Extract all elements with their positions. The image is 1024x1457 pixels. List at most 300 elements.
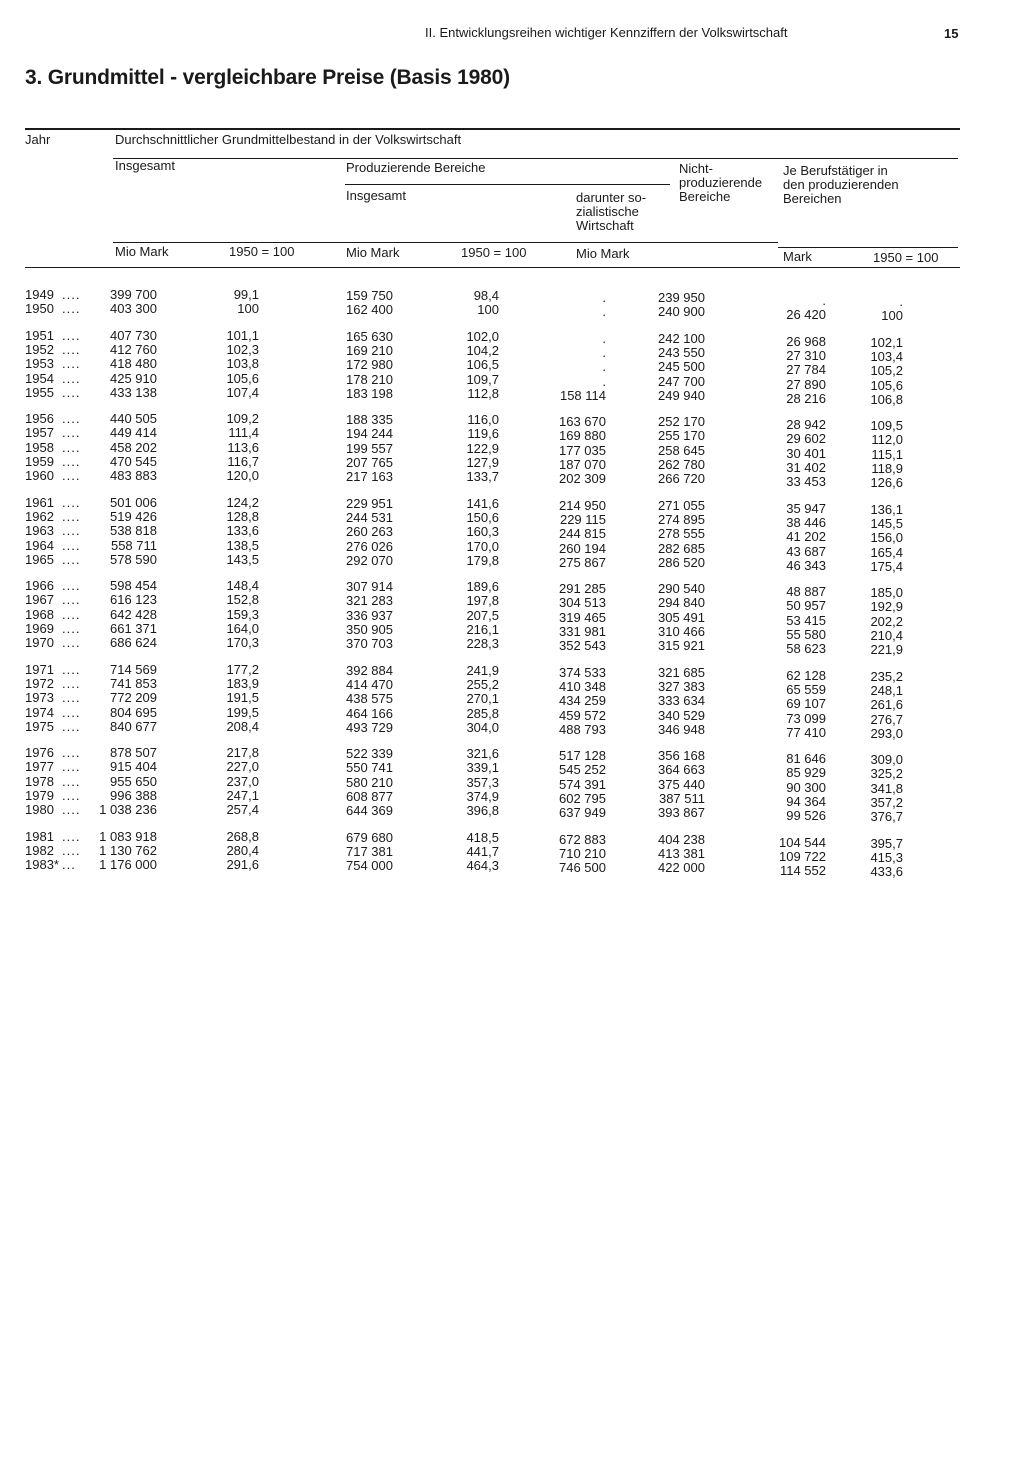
cell-insgesamt-mio-mark: 412 760 [110, 341, 157, 357]
cell-je-berufstaetiger-index: 357,2 [870, 795, 903, 810]
cell-year: 1973 [25, 690, 54, 706]
cell-je-berufstaetiger-mark: 33 453 [786, 474, 826, 490]
cell-nichtproduzierende: 321 685 [658, 664, 705, 680]
cell-year: 1974 [25, 704, 54, 720]
leader-dots: .... [62, 468, 81, 484]
cell-je-berufstaetiger-mark: 77 410 [786, 724, 826, 740]
cell-produzierende-index: 116,0 [467, 412, 499, 428]
cell-year: 1969 [25, 621, 54, 636]
cell-produzierende-index: 127,9 [466, 455, 499, 470]
cell-year: 1980 [25, 802, 54, 818]
cell-sozialistisch-mio-mark: 672 883 [559, 831, 606, 847]
cell-insgesamt-mio-mark: 686 624 [110, 635, 157, 651]
cell-je-berufstaetiger-mark: 27 784 [786, 362, 826, 378]
cell-produzierende-mio-mark: 414 470 [346, 676, 393, 692]
leader-dots: .... [62, 621, 81, 636]
cell-produzierende-mio-mark: 244 531 [346, 509, 393, 525]
cell-year: 1952 [25, 341, 54, 357]
leader-dots: .... [62, 494, 81, 510]
cell-je-berufstaetiger-index: 136,1 [870, 501, 903, 517]
cell-sozialistisch-mio-mark: . [602, 359, 606, 375]
cell-insgesamt-mio-mark: 772 209 [110, 690, 157, 706]
cell-insgesamt-mio-mark: 1 130 762 [99, 842, 157, 858]
cell-year: 1957 [25, 425, 54, 441]
cell-sozialistisch-mio-mark: 275 867 [559, 554, 606, 570]
cell-insgesamt-index: 247,1 [226, 788, 259, 803]
cell-year: 1978 [25, 773, 54, 789]
leader-dots: .... [62, 411, 81, 427]
leader-dots: .... [62, 439, 81, 455]
leader-dots: .... [62, 592, 81, 608]
cell-je-berufstaetiger-mark: 35 947 [786, 500, 826, 516]
cell-produzierende-mio-mark: 350 905 [346, 622, 393, 637]
cell-je-berufstaetiger-mark: 48 887 [786, 584, 826, 600]
cell-year: 1951 [25, 327, 54, 343]
leader-dots: .... [62, 508, 81, 524]
cell-insgesamt-mio-mark: 661 371 [110, 621, 157, 636]
cell-produzierende-index: 112,8 [467, 385, 499, 401]
cell-je-berufstaetiger-index: 221,9 [870, 642, 903, 658]
cell-insgesamt-index: 280,4 [226, 842, 259, 858]
leader-dots: .... [62, 523, 81, 539]
cell-produzierende-mio-mark: 522 339 [346, 746, 393, 762]
cell-year: 1949 [25, 287, 54, 302]
cell-je-berufstaetiger-mark: 30 401 [786, 445, 826, 461]
cell-sozialistisch-mio-mark: 158 114 [559, 387, 606, 403]
cell-sozialistisch-mio-mark: 177 035 [559, 442, 606, 458]
cell-produzierende-index: 141,6 [466, 495, 499, 511]
cell-je-berufstaetiger-index: 165,4 [870, 544, 903, 560]
cell-insgesamt-mio-mark: 741 853 [110, 675, 157, 691]
cell-year: 1954 [25, 370, 54, 386]
cell-je-berufstaetiger-index: 145,5 [870, 515, 903, 531]
cell-year: 1963 [25, 523, 54, 539]
cell-sozialistisch-mio-mark: 434 259 [559, 693, 606, 709]
cell-year: 1982 [25, 842, 54, 858]
cell-year: 1970 [25, 635, 54, 651]
cell-sozialistisch-mio-mark: 746 500 [559, 860, 606, 876]
cell-je-berufstaetiger-index: 293,0 [870, 725, 903, 741]
cell-insgesamt-index: 116,7 [227, 454, 259, 469]
cell-insgesamt-mio-mark: 449 414 [110, 425, 157, 441]
cell-year: 1968 [25, 606, 54, 622]
header-je-berufstaetiger: Je Berufstätiger in den produzierenden Bereichen [783, 163, 899, 206]
cell-nichtproduzierende: 255 170 [658, 428, 705, 444]
cell-sozialistisch-mio-mark: . [602, 344, 606, 360]
leader-dots: .... [62, 661, 81, 677]
cell-je-berufstaetiger-mark: 114 552 [779, 863, 826, 879]
cell-year: 1958 [25, 439, 54, 455]
cell-produzierende-mio-mark: 165 630 [346, 328, 393, 344]
cell-je-berufstaetiger-mark: 81 646 [786, 751, 826, 767]
cell-year: 1953 [25, 356, 54, 372]
leader-dots: .... [62, 341, 81, 357]
cell-produzierende-index: 207,5 [466, 607, 499, 623]
cell-insgesamt-mio-mark: 501 006 [110, 494, 157, 510]
cell-year: 1961 [25, 494, 54, 510]
leader-dots: ... [62, 857, 76, 873]
cell-insgesamt-index: 143,5 [226, 551, 259, 567]
cell-insgesamt-mio-mark: 955 650 [110, 773, 157, 789]
unit-mio-mark-sozialistisch: Mio Mark [576, 246, 630, 261]
cell-produzierende-index: 102,0 [466, 328, 499, 344]
cell-produzierende-index: 339,1 [466, 760, 499, 776]
cell-je-berufstaetiger-mark: 85 929 [786, 765, 826, 781]
cell-insgesamt-index: 128,8 [226, 508, 259, 524]
cell-insgesamt-mio-mark: 840 677 [110, 718, 157, 734]
cell-produzierende-index: 304,0 [466, 719, 499, 735]
cell-produzierende-index: 109,7 [466, 371, 499, 387]
cell-insgesamt-mio-mark: 558 711 [110, 537, 157, 553]
cell-year: 1962 [25, 508, 54, 524]
cell-insgesamt-mio-mark: 483 883 [110, 468, 157, 484]
cell-sozialistisch-mio-mark: 319 465 [559, 609, 606, 625]
cell-produzierende-index: 122,9 [466, 440, 499, 456]
cell-insgesamt-mio-mark: 1 083 918 [99, 828, 157, 844]
cell-insgesamt-index: 138,5 [226, 537, 259, 553]
cell-je-berufstaetiger-mark: 99 526 [786, 808, 826, 824]
cell-produzierende-mio-mark: 464 166 [346, 705, 393, 721]
leader-dots: .... [62, 802, 81, 818]
cell-produzierende-mio-mark: 644 369 [346, 803, 393, 819]
cell-sozialistisch-mio-mark: . [602, 330, 606, 346]
cell-produzierende-mio-mark: 493 729 [346, 719, 393, 735]
leader-dots: .... [62, 773, 81, 789]
cell-produzierende-mio-mark: 229 951 [346, 495, 393, 511]
cell-nichtproduzierende: 278 555 [658, 526, 705, 542]
cell-je-berufstaetiger-mark: 31 402 [786, 460, 826, 475]
cell-je-berufstaetiger-index: 112,0 [871, 432, 903, 448]
cell-je-berufstaetiger-index: 415,3 [870, 849, 903, 865]
cell-produzierende-index: 179,8 [466, 552, 499, 568]
cell-produzierende-index: 321,6 [466, 746, 499, 762]
leader-dots: .... [62, 551, 81, 567]
cell-produzierende-mio-mark: 276 026 [346, 538, 393, 554]
cell-sozialistisch-mio-mark: 260 194 [559, 540, 606, 556]
cell-sozialistisch-mio-mark: 163 670 [559, 414, 606, 430]
cell-sozialistisch-mio-mark: . [602, 373, 606, 389]
cell-nichtproduzierende: 240 900 [658, 304, 705, 320]
cell-nichtproduzierende: 258 645 [658, 442, 705, 458]
cell-year: 1950 [25, 301, 54, 317]
cell-produzierende-mio-mark: 550 741 [346, 760, 393, 776]
cell-je-berufstaetiger-mark: 43 687 [786, 543, 826, 559]
cell-produzierende-mio-mark: 260 263 [346, 524, 393, 540]
cell-produzierende-index: 241,9 [466, 662, 499, 678]
cell-insgesamt-mio-mark: 440 505 [110, 411, 157, 427]
cell-sozialistisch-mio-mark: 545 252 [559, 762, 606, 778]
cell-produzierende-mio-mark: 159 750 [346, 288, 393, 303]
cell-produzierende-index: 255,2 [466, 676, 499, 692]
cell-produzierende-index: 216,1 [466, 622, 499, 637]
header-produzierende: Produzierende Bereiche [346, 160, 486, 175]
cell-nichtproduzierende: 282 685 [658, 540, 705, 556]
cell-nichtproduzierende: 375 440 [658, 776, 705, 792]
leader-dots: .... [62, 675, 81, 691]
cell-insgesamt-index: 257,4 [226, 802, 259, 818]
table-title: 3. Grundmittel - vergleichbare Preise (Basis 1980) [25, 66, 510, 89]
cell-je-berufstaetiger-index: 175,4 [870, 558, 903, 574]
cell-je-berufstaetiger-index: 115,1 [871, 446, 903, 462]
cell-insgesamt-mio-mark: 714 569 [110, 661, 157, 677]
cell-nichtproduzierende: 356 168 [658, 748, 705, 764]
cell-produzierende-index: 396,8 [466, 803, 499, 819]
cell-nichtproduzierende: 271 055 [658, 497, 705, 513]
unit-mio-mark-produzierende: Mio Mark [346, 245, 400, 260]
leader-dots: .... [62, 745, 81, 761]
cell-je-berufstaetiger-mark: 29 602 [786, 431, 826, 447]
cell-produzierende-index: 160,3 [466, 524, 499, 540]
cell-insgesamt-mio-mark: 399 700 [110, 287, 157, 302]
cell-year: 1975 [25, 718, 54, 734]
cell-nichtproduzierende: 364 663 [658, 762, 705, 778]
leader-dots: .... [62, 578, 81, 594]
cell-year: 1959 [25, 454, 54, 469]
cell-nichtproduzierende: 266 720 [658, 471, 705, 487]
cell-insgesamt-mio-mark: 538 818 [110, 523, 157, 539]
header-prod-insgesamt: Insgesamt [346, 188, 406, 203]
cell-nichtproduzierende: 252 170 [658, 414, 705, 430]
leader-dots: .... [62, 537, 81, 553]
cell-je-berufstaetiger-mark: 69 107 [786, 696, 826, 712]
cell-produzierende-index: 100 [477, 302, 499, 318]
cell-produzierende-index: 150,6 [466, 509, 499, 525]
cell-nichtproduzierende: 247 700 [658, 373, 705, 389]
cell-insgesamt-index: 177,2 [226, 661, 259, 677]
cell-insgesamt-mio-mark: 519 426 [110, 508, 157, 524]
cell-sozialistisch-mio-mark: 488 793 [559, 721, 606, 737]
cell-produzierende-mio-mark: 580 210 [346, 774, 393, 790]
cell-insgesamt-index: 103,8 [226, 356, 259, 372]
cell-insgesamt-index: 124,2 [226, 494, 259, 510]
cell-nichtproduzierende: 290 540 [658, 581, 705, 597]
cell-je-berufstaetiger-mark: 26 420 [786, 307, 826, 323]
cell-produzierende-index: 133,7 [466, 469, 499, 485]
cell-insgesamt-index: 148,4 [226, 578, 259, 594]
cell-produzierende-index: 104,2 [466, 342, 499, 358]
cell-insgesamt-index: 227,0 [226, 759, 259, 775]
cell-insgesamt-index: 208,4 [226, 718, 259, 734]
cell-insgesamt-mio-mark: 616 123 [110, 592, 157, 608]
leader-dots: .... [62, 454, 81, 469]
cell-insgesamt-index: 113,6 [227, 439, 259, 455]
cell-je-berufstaetiger-index: 100 [881, 308, 903, 324]
cell-insgesamt-index: 237,0 [226, 773, 259, 789]
leader-dots: .... [62, 690, 81, 706]
cell-insgesamt-mio-mark: 470 545 [110, 454, 157, 469]
cell-insgesamt-mio-mark: 804 695 [110, 704, 157, 720]
cell-insgesamt-mio-mark: 1 038 236 [99, 802, 157, 818]
cell-year: 1976 [25, 745, 54, 761]
cell-produzierende-mio-mark: 172 980 [346, 357, 393, 373]
cell-insgesamt-index: 99,1 [233, 287, 259, 302]
leader-dots: .... [62, 370, 81, 386]
cell-je-berufstaetiger-mark: 90 300 [786, 779, 826, 795]
running-header: II. Entwicklungsreihen wichtiger Kennziffern der Volkswirtschaft [425, 25, 788, 40]
cell-je-berufstaetiger-index: 105,2 [870, 363, 903, 379]
cell-sozialistisch-mio-mark: 410 348 [559, 678, 606, 694]
cell-je-berufstaetiger-mark: 27 310 [786, 347, 826, 363]
cell-sozialistisch-mio-mark: 214 950 [559, 497, 606, 513]
cell-produzierende-mio-mark: 188 335 [346, 412, 393, 428]
cell-nichtproduzierende: 249 940 [658, 387, 705, 403]
cell-produzierende-mio-mark: 178 210 [346, 371, 393, 387]
cell-insgesamt-index: 291,6 [226, 857, 259, 873]
unit-mark: Mark [783, 249, 812, 264]
cell-insgesamt-index: 183,9 [226, 675, 259, 691]
cell-je-berufstaetiger-mark: 28 942 [786, 417, 826, 433]
cell-je-berufstaetiger-mark: 26 968 [786, 333, 826, 349]
cell-sozialistisch-mio-mark: 202 309 [559, 471, 606, 487]
cell-year: 1972 [25, 675, 54, 691]
leader-dots: .... [62, 384, 81, 400]
cell-sozialistisch-mio-mark: 229 115 [559, 511, 606, 527]
cell-nichtproduzierende: 286 520 [658, 554, 705, 570]
cell-year: 1977 [25, 759, 54, 775]
cell-insgesamt-mio-mark: 878 507 [110, 745, 157, 761]
cell-year: 1964 [25, 537, 54, 553]
cell-produzierende-mio-mark: 162 400 [346, 302, 393, 318]
cell-produzierende-mio-mark: 207 765 [346, 455, 393, 470]
cell-produzierende-index: 197,8 [466, 593, 499, 609]
cell-insgesamt-mio-mark: 996 388 [110, 788, 157, 803]
cell-je-berufstaetiger-index: 103,4 [870, 348, 903, 364]
leader-dots: .... [62, 718, 81, 734]
header-insgesamt: Insgesamt [115, 158, 175, 173]
cell-insgesamt-index: 133,6 [226, 523, 259, 539]
cell-sozialistisch-mio-mark: 637 949 [559, 805, 606, 821]
cell-je-berufstaetiger-mark: 38 446 [786, 514, 826, 530]
cell-sozialistisch-mio-mark: 331 981 [559, 624, 606, 639]
cell-sozialistisch-mio-mark: 574 391 [559, 776, 606, 792]
leader-dots: .... [62, 788, 81, 803]
cell-nichtproduzierende: 310 466 [658, 624, 705, 639]
cell-je-berufstaetiger-mark: 65 559 [786, 681, 826, 697]
cell-insgesamt-mio-mark: 1 176 000 [99, 857, 157, 873]
cell-nichtproduzierende: 245 500 [658, 359, 705, 375]
cell-year: 1956 [25, 411, 54, 427]
cell-produzierende-mio-mark: 717 381 [346, 843, 393, 859]
cell-nichtproduzierende: 274 895 [658, 511, 705, 527]
cell-produzierende-mio-mark: 438 575 [346, 691, 393, 707]
cell-insgesamt-mio-mark: 425 910 [110, 370, 157, 386]
cell-insgesamt-mio-mark: 433 138 [110, 384, 157, 400]
cell-produzierende-mio-mark: 392 884 [346, 662, 393, 678]
cell-je-berufstaetiger-index: 309,0 [870, 752, 903, 768]
cell-je-berufstaetiger-index: 341,8 [870, 780, 903, 796]
cell-insgesamt-index: 109,2 [226, 411, 259, 427]
cell-nichtproduzierende: 239 950 [658, 290, 705, 305]
cell-je-berufstaetiger-index: 261,6 [870, 697, 903, 713]
cell-year: 1979 [25, 788, 54, 803]
leader-dots: .... [62, 759, 81, 775]
cell-produzierende-mio-mark: 183 198 [346, 385, 393, 401]
cell-nichtproduzierende: 404 238 [658, 831, 705, 847]
cell-insgesamt-mio-mark: 598 454 [110, 578, 157, 594]
leader-dots: .... [62, 828, 81, 844]
unit-index-produzierende: 1950 = 100 [461, 245, 527, 260]
cell-nichtproduzierende: 413 381 [658, 845, 705, 861]
cell-je-berufstaetiger-index: 118,9 [871, 461, 903, 476]
cell-je-berufstaetiger-index: 248,1 [870, 682, 903, 698]
cell-insgesamt-mio-mark: 418 480 [110, 356, 157, 372]
unit-mio-mark-insgesamt: Mio Mark [115, 244, 169, 259]
cell-year: 1966 [25, 578, 54, 594]
cell-produzierende-mio-mark: 199 557 [346, 440, 393, 456]
cell-je-berufstaetiger-mark: 109 722 [779, 848, 826, 864]
cell-sozialistisch-mio-mark: 374 533 [559, 664, 606, 680]
cell-produzierende-mio-mark: 194 244 [346, 426, 393, 442]
cell-je-berufstaetiger-mark: 73 099 [786, 710, 826, 726]
cell-produzierende-mio-mark: 336 937 [346, 607, 393, 623]
cell-produzierende-mio-mark: 370 703 [346, 636, 393, 652]
cell-je-berufstaetiger-index: 276,7 [870, 711, 903, 727]
cell-je-berufstaetiger-index: 210,4 [870, 628, 903, 643]
cell-insgesamt-mio-mark: 578 590 [110, 551, 157, 567]
cell-sozialistisch-mio-mark: 352 543 [559, 638, 606, 654]
leader-dots: .... [62, 606, 81, 622]
cell-year: 1971 [25, 661, 54, 677]
cell-je-berufstaetiger-index: 235,2 [870, 668, 903, 684]
cell-insgesamt-mio-mark: 403 300 [110, 301, 157, 317]
cell-je-berufstaetiger-index: 192,9 [870, 599, 903, 615]
cell-produzierende-mio-mark: 307 914 [346, 579, 393, 595]
cell-insgesamt-index: 159,3 [226, 606, 259, 622]
cell-produzierende-index: 98,4 [473, 288, 499, 303]
leader-dots: .... [62, 327, 81, 343]
cell-produzierende-index: 170,0 [466, 538, 499, 554]
cell-sozialistisch-mio-mark: 459 572 [559, 707, 606, 723]
cell-je-berufstaetiger-mark: 94 364 [786, 794, 826, 809]
cell-nichtproduzierende: 305 491 [658, 609, 705, 625]
cell-produzierende-mio-mark: 292 070 [346, 552, 393, 568]
cell-nichtproduzierende: 393 867 [658, 805, 705, 821]
header-nicht-produzierende: Nicht- produzierende Bereiche [679, 161, 763, 204]
cell-je-berufstaetiger-mark: 28 216 [786, 390, 826, 406]
leader-dots: .... [62, 842, 81, 858]
cell-je-berufstaetiger-mark: 53 415 [786, 612, 826, 628]
cell-nichtproduzierende: 327 383 [658, 678, 705, 694]
leader-dots: .... [62, 356, 81, 372]
cell-je-berufstaetiger-index: 156,0 [870, 530, 903, 546]
cell-nichtproduzierende: 346 948 [658, 721, 705, 737]
cell-nichtproduzierende: 242 100 [658, 330, 705, 346]
cell-year: 1981 [25, 828, 54, 844]
cell-nichtproduzierende: 387 511 [658, 791, 705, 806]
cell-je-berufstaetiger-mark: 46 343 [786, 557, 826, 573]
cell-je-berufstaetiger-mark: 104 544 [779, 834, 826, 850]
cell-sozialistisch-mio-mark: 602 795 [559, 791, 606, 806]
cell-nichtproduzierende: 333 634 [658, 693, 705, 709]
cell-insgesamt-index: 120,0 [226, 468, 259, 484]
cell-produzierende-index: 464,3 [466, 858, 499, 874]
cell-sozialistisch-mio-mark: 291 285 [559, 581, 606, 597]
cell-insgesamt-index: 217,8 [226, 745, 259, 761]
cell-year: 1983* [25, 857, 59, 873]
cell-je-berufstaetiger-index: 395,7 [870, 835, 903, 851]
cell-insgesamt-index: 111,4 [228, 425, 259, 441]
cell-produzierende-mio-mark: 608 877 [346, 789, 393, 804]
cell-je-berufstaetiger-mark: 55 580 [786, 627, 826, 642]
cell-produzierende-index: 285,8 [466, 705, 499, 721]
cell-insgesamt-index: 191,5 [226, 690, 259, 706]
cell-sozialistisch-mio-mark: . [602, 304, 606, 320]
cell-insgesamt-index: 107,4 [226, 384, 259, 400]
cell-insgesamt-mio-mark: 407 730 [110, 327, 157, 343]
cell-insgesamt-index: 105,6 [226, 370, 259, 386]
leader-dots: .... [62, 287, 81, 302]
leader-dots: .... [62, 704, 81, 720]
